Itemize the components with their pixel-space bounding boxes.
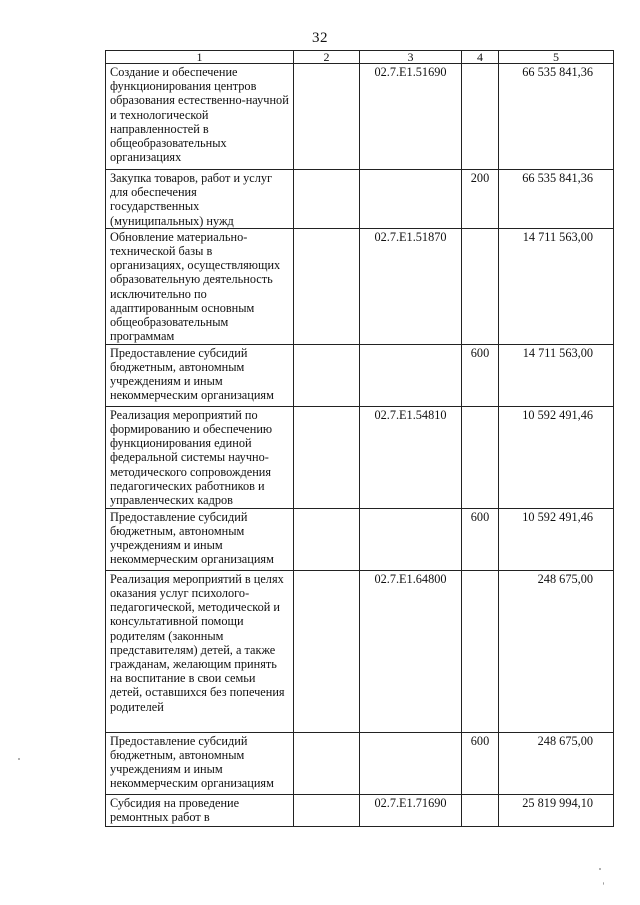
row-name-cell: Предоставление субсидий бюджетным, автономным учреждениям и иным некоммерческим организациям bbox=[106, 508, 294, 570]
row-col2-cell bbox=[294, 794, 360, 826]
header-cell-2: 2 bbox=[294, 51, 360, 64]
table-row bbox=[106, 170, 614, 229]
row-type-cell bbox=[462, 228, 499, 344]
table-row bbox=[106, 732, 614, 794]
row-col2-cell bbox=[294, 732, 360, 794]
table-row bbox=[106, 794, 614, 826]
row-code-cell: 02.7.E1.51690 bbox=[360, 64, 462, 170]
row-name-cell: Создание и обеспечение функционирования центров образования естественно-научной и технологической направленностей в общеобразовательных организациях bbox=[106, 64, 294, 170]
row-amount-cell: 10 592 491,46 bbox=[499, 508, 614, 570]
scan-speck bbox=[18, 758, 20, 760]
row-amount-cell: 248 675,00 bbox=[499, 732, 614, 794]
row-col2-cell bbox=[294, 508, 360, 570]
table-row bbox=[106, 228, 614, 344]
row-type-cell bbox=[462, 794, 499, 826]
page-number: 32 bbox=[312, 30, 328, 46]
table-row bbox=[106, 64, 614, 170]
table-row bbox=[106, 508, 614, 570]
scan-speck bbox=[603, 882, 604, 885]
row-amount-cell: 66 535 841,36 bbox=[499, 64, 614, 170]
header-cell-4: 4 bbox=[462, 51, 499, 64]
row-col2-cell bbox=[294, 406, 360, 508]
header-cell-3: 3 bbox=[360, 51, 462, 64]
row-col2-cell bbox=[294, 570, 360, 732]
row-type-cell: 600 bbox=[462, 344, 499, 406]
row-amount-cell: 10 592 491,46 bbox=[499, 406, 614, 508]
row-name-cell: Субсидия на проведение ремонтных работ в bbox=[106, 794, 294, 826]
row-code-cell: 02.7.E1.51870 bbox=[360, 228, 462, 344]
row-name-cell: Закупка товаров, работ и услуг для обеспечения государственных (муниципальных) нужд bbox=[106, 170, 294, 229]
row-amount-cell: 66 535 841,36 bbox=[499, 170, 614, 229]
row-name-cell: Обновление материально-технической базы в организациях, осуществляющих образовательную деятельность исключительно по адаптированным основным общеобразовательным программам bbox=[106, 228, 294, 344]
row-type-cell: 600 bbox=[462, 508, 499, 570]
row-code-cell bbox=[360, 170, 462, 229]
row-name-cell: Реализация мероприятий в целях оказания услуг психолого-педагогической, методической и консультативной помощи родителям (законным представителям) детей, а также гражданам, желающим принять на воспитание в свои семьи детей, оставшихся без попечения родителей bbox=[106, 570, 294, 732]
row-type-cell: 200 bbox=[462, 170, 499, 229]
row-type-cell bbox=[462, 64, 499, 170]
row-code-cell bbox=[360, 344, 462, 406]
table-row bbox=[106, 406, 614, 508]
row-code-cell: 02.7.E1.54810 bbox=[360, 406, 462, 508]
row-col2-cell bbox=[294, 228, 360, 344]
header-row bbox=[106, 51, 614, 64]
row-type-cell bbox=[462, 406, 499, 508]
row-code-cell: 02.7.E1.64800 bbox=[360, 570, 462, 732]
table-row bbox=[106, 344, 614, 406]
budget-table bbox=[105, 50, 614, 827]
row-code-cell: 02.7.E1.71690 bbox=[360, 794, 462, 826]
row-type-cell: 600 bbox=[462, 732, 499, 794]
row-amount-cell: 14 711 563,00 bbox=[499, 344, 614, 406]
row-name-cell: Предоставление субсидий бюджетным, автономным учреждениям и иным некоммерческим организациям bbox=[106, 732, 294, 794]
row-amount-cell: 25 819 994,10 bbox=[499, 794, 614, 826]
row-amount-cell: 248 675,00 bbox=[499, 570, 614, 732]
row-amount-cell: 14 711 563,00 bbox=[499, 228, 614, 344]
row-type-cell bbox=[462, 570, 499, 732]
row-name-cell: Предоставление субсидий бюджетным, автономным учреждениям и иным некоммерческим организациям bbox=[106, 344, 294, 406]
header-cell-5: 5 bbox=[499, 51, 614, 64]
header-cell-1: 1 bbox=[106, 51, 294, 64]
row-col2-cell bbox=[294, 64, 360, 170]
row-code-cell bbox=[360, 732, 462, 794]
row-code-cell bbox=[360, 508, 462, 570]
row-col2-cell bbox=[294, 170, 360, 229]
row-name-cell: Реализация мероприятий по формированию и обеспечению функционирования единой федеральной системы научно-методического сопровождения педагогических работников и управленческих кадров bbox=[106, 406, 294, 508]
table-row bbox=[106, 570, 614, 732]
scan-speck bbox=[599, 868, 601, 870]
row-col2-cell bbox=[294, 344, 360, 406]
